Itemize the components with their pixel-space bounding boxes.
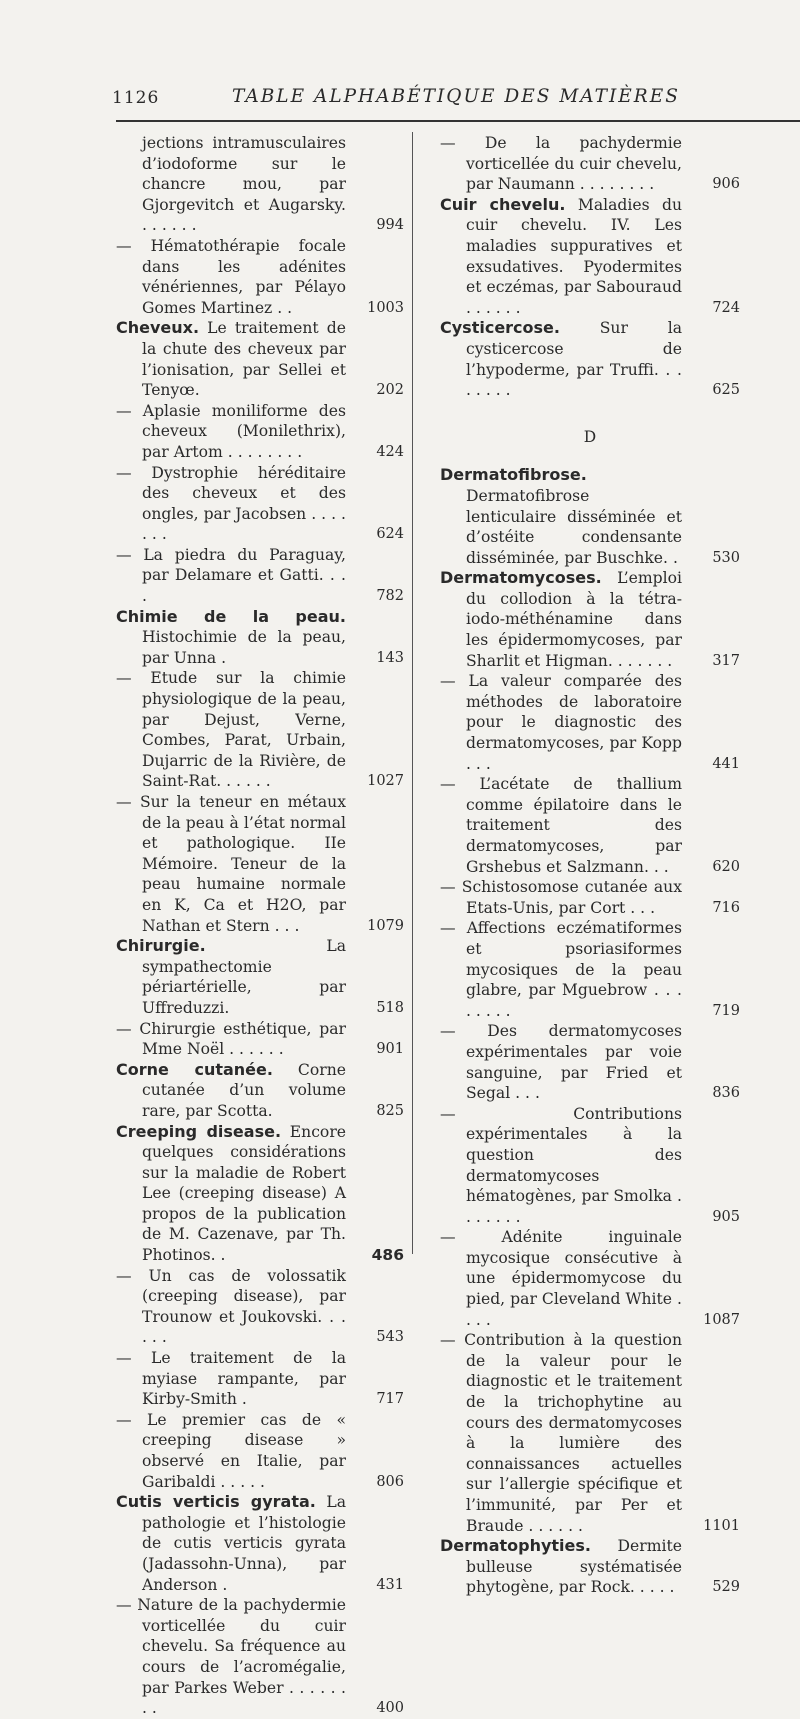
entry-headword: Dermatophyties.: [440, 1536, 591, 1556]
entry-page-number: 424: [376, 443, 404, 460]
entry-text: Encore quelques considérations sur la maladie de Robert Lee (creeping disease) A propos de la publication de M. Cazenave, par Th. Photinos. .: [142, 1122, 346, 1265]
entry-page-number: 441: [712, 755, 740, 772]
entry-text: — Adénite inguinale mycosique consécutive à une épidermomycose du pied, par Cleveland White . . . .: [440, 1228, 682, 1329]
index-entry: [440, 1536, 740, 1598]
entry-page-number: 724: [712, 299, 740, 316]
entry-page-number: 1003: [367, 299, 404, 316]
index-entry: [116, 133, 404, 236]
entry-text: Sur la cysticercose de l’hypoderme, par Truffi. . . . . . . .: [466, 319, 682, 400]
entry-page-number: 529: [712, 1579, 740, 1596]
entry-page-number: 1101: [703, 1517, 740, 1534]
entry-page-number: 716: [712, 899, 740, 916]
page-number: 1126: [112, 88, 160, 108]
index-entry: [116, 401, 404, 463]
index-entry: [116, 1410, 404, 1492]
index-entry: [440, 1021, 740, 1103]
entry-text: — Contribution à la question de la valeur pour le diagnostic et le traitement de la trichophytine au cours des dermatomycoses à la lumière des connaissances actuelles sur l’allergie spécifique et l’immunité, par Per et Braude . . . . . .: [440, 1331, 682, 1535]
index-entry: [440, 1227, 740, 1330]
entry-headword: Chimie de la peau.: [116, 606, 346, 626]
entry-page-number: 620: [712, 858, 740, 875]
entry-page-number: 901: [376, 1041, 404, 1058]
index-entry: [440, 918, 740, 1021]
entry-page-number: 518: [376, 999, 404, 1016]
entry-text: — Le premier cas de « creeping disease » observé en Italie, par Garibaldi . . . . .: [116, 1410, 346, 1491]
entry-text: — Dystrophie héréditaire des cheveux et des ongles, par Jacobsen . . . . . . .: [116, 463, 346, 544]
index-entry: [440, 568, 740, 671]
right-column: [440, 133, 740, 1598]
index-entry: [116, 1122, 404, 1266]
entry-page-number: 1087: [703, 1311, 740, 1328]
index-entry: [116, 463, 404, 545]
entry-page-number: 906: [712, 176, 740, 193]
entry-text: Le traitement de la chute des cheveux par l’ionisation, par Sellei et Tenyœ.: [142, 319, 346, 400]
entry-text: Corne cutanée d’un volume rare, par Scotta.: [142, 1060, 346, 1120]
entry-text: — Un cas de volossatik (creeping disease), par Trounow et Joukovski. . . . . .: [116, 1266, 346, 1347]
entry-text: Dermatofibrose lenticulaire disséminée et d’ostéite condensante disséminée, par Buschke. .: [466, 486, 682, 567]
entry-page-number: 994: [376, 217, 404, 234]
entry-page-number: 317: [712, 652, 740, 669]
index-entry: [116, 1595, 404, 1719]
index-entry: [116, 936, 404, 1018]
entry-text: — Des dermatomycoses expérimentales par voie sanguine, par Fried et Segal . . .: [440, 1022, 682, 1103]
entry-headword: Corne cutanée.: [116, 1059, 273, 1079]
index-entry: [116, 318, 404, 400]
header-rule: [116, 120, 800, 122]
index-entry: [440, 877, 740, 918]
page-header: [0, 84, 800, 112]
index-entry: [116, 1060, 404, 1122]
entry-page-number: 905: [712, 1208, 740, 1225]
left-column: [116, 133, 404, 1719]
index-entry: [116, 792, 404, 936]
entry-headword: Creeping disease.: [116, 1121, 282, 1141]
entry-page-number: 782: [376, 588, 404, 605]
entry-page-number: 719: [712, 1002, 740, 1019]
index-entry: [440, 774, 740, 877]
entry-text: jections intramusculaires d’iodoforme sur le chancre mou, par Gjorgevitch et Augarsky. . . . . . .: [142, 134, 346, 235]
entry-text: Dermite bulleuse systématisée phytogène, par Rock. . . . .: [466, 1537, 682, 1597]
entry-headword: Cutis verticis gyrata.: [116, 1492, 316, 1512]
index-entry: [440, 1330, 740, 1536]
entry-text: — La piedra du Paraguay, par Delamare et Gatti. . . .: [116, 545, 346, 606]
index-entry: [116, 236, 404, 318]
entry-headword: Dermatomycoses.: [440, 568, 602, 588]
entry-page-number: 717: [376, 1391, 404, 1408]
index-entry: [116, 1266, 404, 1348]
entry-text: Maladies du cuir chevelu. IV. Les maladies suppuratives et exsudatives. Pyodermites et eczémas, par Sabouraud . . . . . .: [466, 195, 682, 317]
entry-text: — Affections eczématiformes et psoriasiformes mycosiques de la peau glabre, par Mguebrow . . . . . . . .: [440, 919, 682, 1020]
entry-headword: Chirurgie.: [116, 936, 206, 956]
entry-headword: Cheveux.: [116, 318, 200, 338]
entry-page-number: 836: [712, 1085, 740, 1102]
entry-text: — Chirurgie esthétique, par Mme Noël . . . . . .: [116, 1019, 346, 1059]
entry-page-number: 1027: [367, 773, 404, 790]
entry-text: — L’acétate de thallium comme épilatoire dans le traitement des dermatomycoses, par Grshebus et Salzmann. . .: [440, 775, 682, 876]
entry-page-number: 1079: [367, 917, 404, 934]
section-letter: D: [583, 427, 597, 446]
index-entry: [116, 668, 404, 792]
entry-text: L’emploi du collodion à la tétra-iodo-méthénamine dans les épidermomycoses, par Sharlit et Higman. . . . . . .: [466, 569, 682, 670]
entry-headword: Dermatofibrose.: [440, 465, 587, 485]
entry-text: — Hématothérapie focale dans les adénites vénériennes, par Pélayo Gomes Martinez . .: [116, 236, 346, 317]
entry-page-number: 624: [376, 526, 404, 543]
index-entry: [116, 1019, 404, 1060]
entry-text: — Sur la teneur en métaux de la peau à l’état normal et pathologique. IIe Mémoire. Teneur de la peau humaine normale en K, Ca et H2O, par Nathan et Stern . . .: [116, 793, 346, 935]
entry-text: — La valeur comparée des méthodes de laboratoire pour le diagnostic des dermatomycoses, par Kopp . . .: [440, 672, 682, 773]
entry-page-number: 806: [376, 1473, 404, 1490]
entry-page-number: 530: [712, 549, 740, 566]
entry-text: — Schistosomose cutanée aux Etats-Unis, par Cort . . .: [440, 878, 682, 917]
entry-text: La sympathectomie périartérielle, par Uffreduzzi.: [142, 937, 346, 1017]
entry-text: — Nature de la pachydermie vorticellée du cuir chevelu. Sa fréquence au cours de l’acromégalie, par Parkes Weber . . . . . . . .: [116, 1596, 346, 1718]
index-entry: [116, 545, 404, 607]
entry-page-number: 825: [376, 1102, 404, 1119]
index-entry: [440, 1104, 740, 1228]
index-entry: [440, 671, 740, 774]
entry-text: La pathologie et l’histologie de cutis verticis gyrata (Jadassohn-Unna), par Anderson .: [142, 1493, 347, 1594]
entry-text: — De la pachydermie vorticellée du cuir chevelu, par Naumann . . . . . . . .: [440, 134, 682, 194]
entry-page-number: 625: [712, 382, 740, 399]
entry-text: — Contributions expérimentales à la question des dermatomycoses hématogènes, par Smolka . . . . . . .: [440, 1104, 682, 1226]
entry-text: — Etude sur la chimie physiologique de la peau, par Dejust, Verne, Combes, Parat, Urbain, Dujarric de la Rivière, de Saint-Rat. . . . . .: [116, 669, 346, 791]
entry-headword: Cuir chevelu.: [440, 194, 566, 214]
index-entry: [116, 607, 404, 669]
running-title: TABLE ALPHABÉTIQUE DES MATIÈRES: [232, 86, 680, 107]
entry-page-number: 143: [376, 649, 404, 666]
entry-headword: Cysticercose.: [440, 318, 560, 338]
entry-page-number: 486: [371, 1246, 404, 1265]
column-divider: [412, 132, 413, 1254]
entry-page-number: 400: [376, 1700, 404, 1717]
index-entry: [116, 1348, 404, 1410]
entry-text: — Aplasie moniliforme des cheveux (Monilethrix), par Artom . . . . . . . .: [116, 401, 346, 461]
entry-page-number: 431: [376, 1576, 404, 1593]
entry-page-number: 543: [376, 1329, 404, 1346]
index-entry: [440, 318, 740, 400]
entry-page-number: 202: [376, 382, 404, 399]
entry-text: Histochimie de la peau, par Unna .: [142, 628, 346, 667]
index-entry: [440, 465, 740, 568]
index-entry: [440, 195, 740, 319]
entry-text: — Le traitement de la myiase rampante, par Kirby-Smith .: [116, 1349, 346, 1409]
index-entry: [440, 133, 740, 195]
index-entry: [116, 1492, 404, 1595]
